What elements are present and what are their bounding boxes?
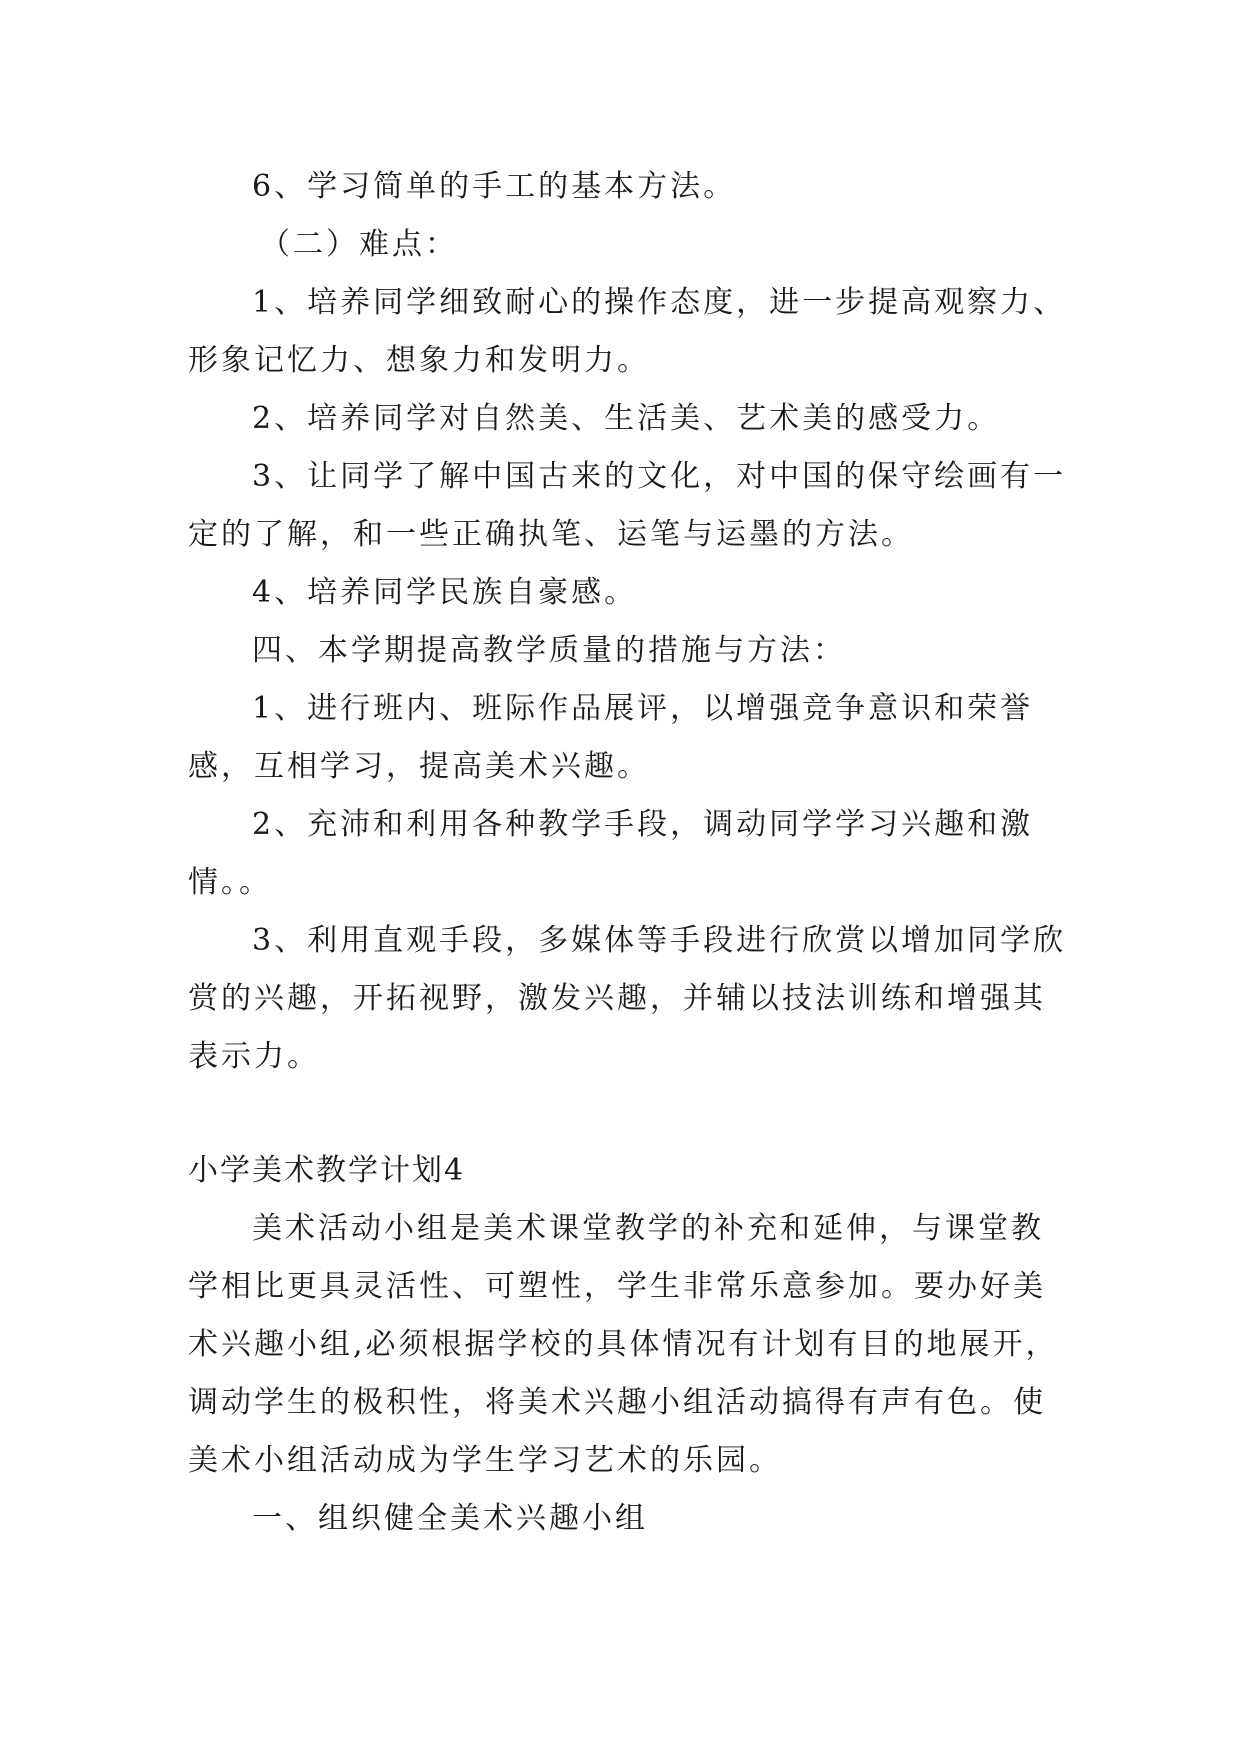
subheading-difficulties: （二）难点： bbox=[260, 227, 458, 262]
paragraph-measure-1: 1、进行班内、班际作品展评，以增强竞争意识和荣誉感，互相学习，提高美术兴趣。 bbox=[188, 691, 1034, 784]
paragraph-intro: 美术活动小组是美术课堂教学的补充和延伸，与课堂教学相比更具灵活性、可塑性，学生非常乐意参加。要办好美术兴趣小组,必须根据学校的具体情况有计划有目的地展开，调动学生的极积性，将美术兴趣小组活动搞得有声有色。使美术小组活动成为学生学习艺术的乐园。 bbox=[188, 1211, 1059, 1478]
document-body bbox=[188, 158, 1068, 1548]
paragraph-item-6: 6、学习简单的手工的基本方法。 bbox=[252, 169, 737, 204]
section-title: 小学美术教学计划4 bbox=[188, 1153, 466, 1188]
paragraph-difficulty-1: 1、培养同学细致耐心的操作态度，进一步提高观察力、形象记忆力、想象力和发明力。 bbox=[188, 285, 1067, 378]
paragraph-difficulty-2: 2、培养同学对自然美、生活美、艺术美的感受力。 bbox=[252, 401, 1001, 436]
heading-organize-group: 一、组织健全美术兴趣小组 bbox=[252, 1501, 648, 1536]
paragraph-difficulty-3: 3、让同学了解中国古来的文化，对中国的保守绘画有一定的了解，和一些正确执笔、运笔与运墨的方法。 bbox=[188, 459, 1067, 552]
paragraph-measure-2: 2、充沛和利用各种教学手段，调动同学学习兴趣和激情。。 bbox=[188, 807, 1034, 900]
paragraph-measure-3: 3、利用直观手段，多媒体等手段进行欣赏以增加同学欣赏的兴趣，开拓视野，激发兴趣，并辅以技法训练和增强其表示力。 bbox=[188, 923, 1067, 1074]
paragraph-difficulty-4: 4、培养同学民族自豪感。 bbox=[252, 575, 638, 610]
heading-measures: 四、本学期提高教学质量的措施与方法： bbox=[252, 633, 846, 668]
